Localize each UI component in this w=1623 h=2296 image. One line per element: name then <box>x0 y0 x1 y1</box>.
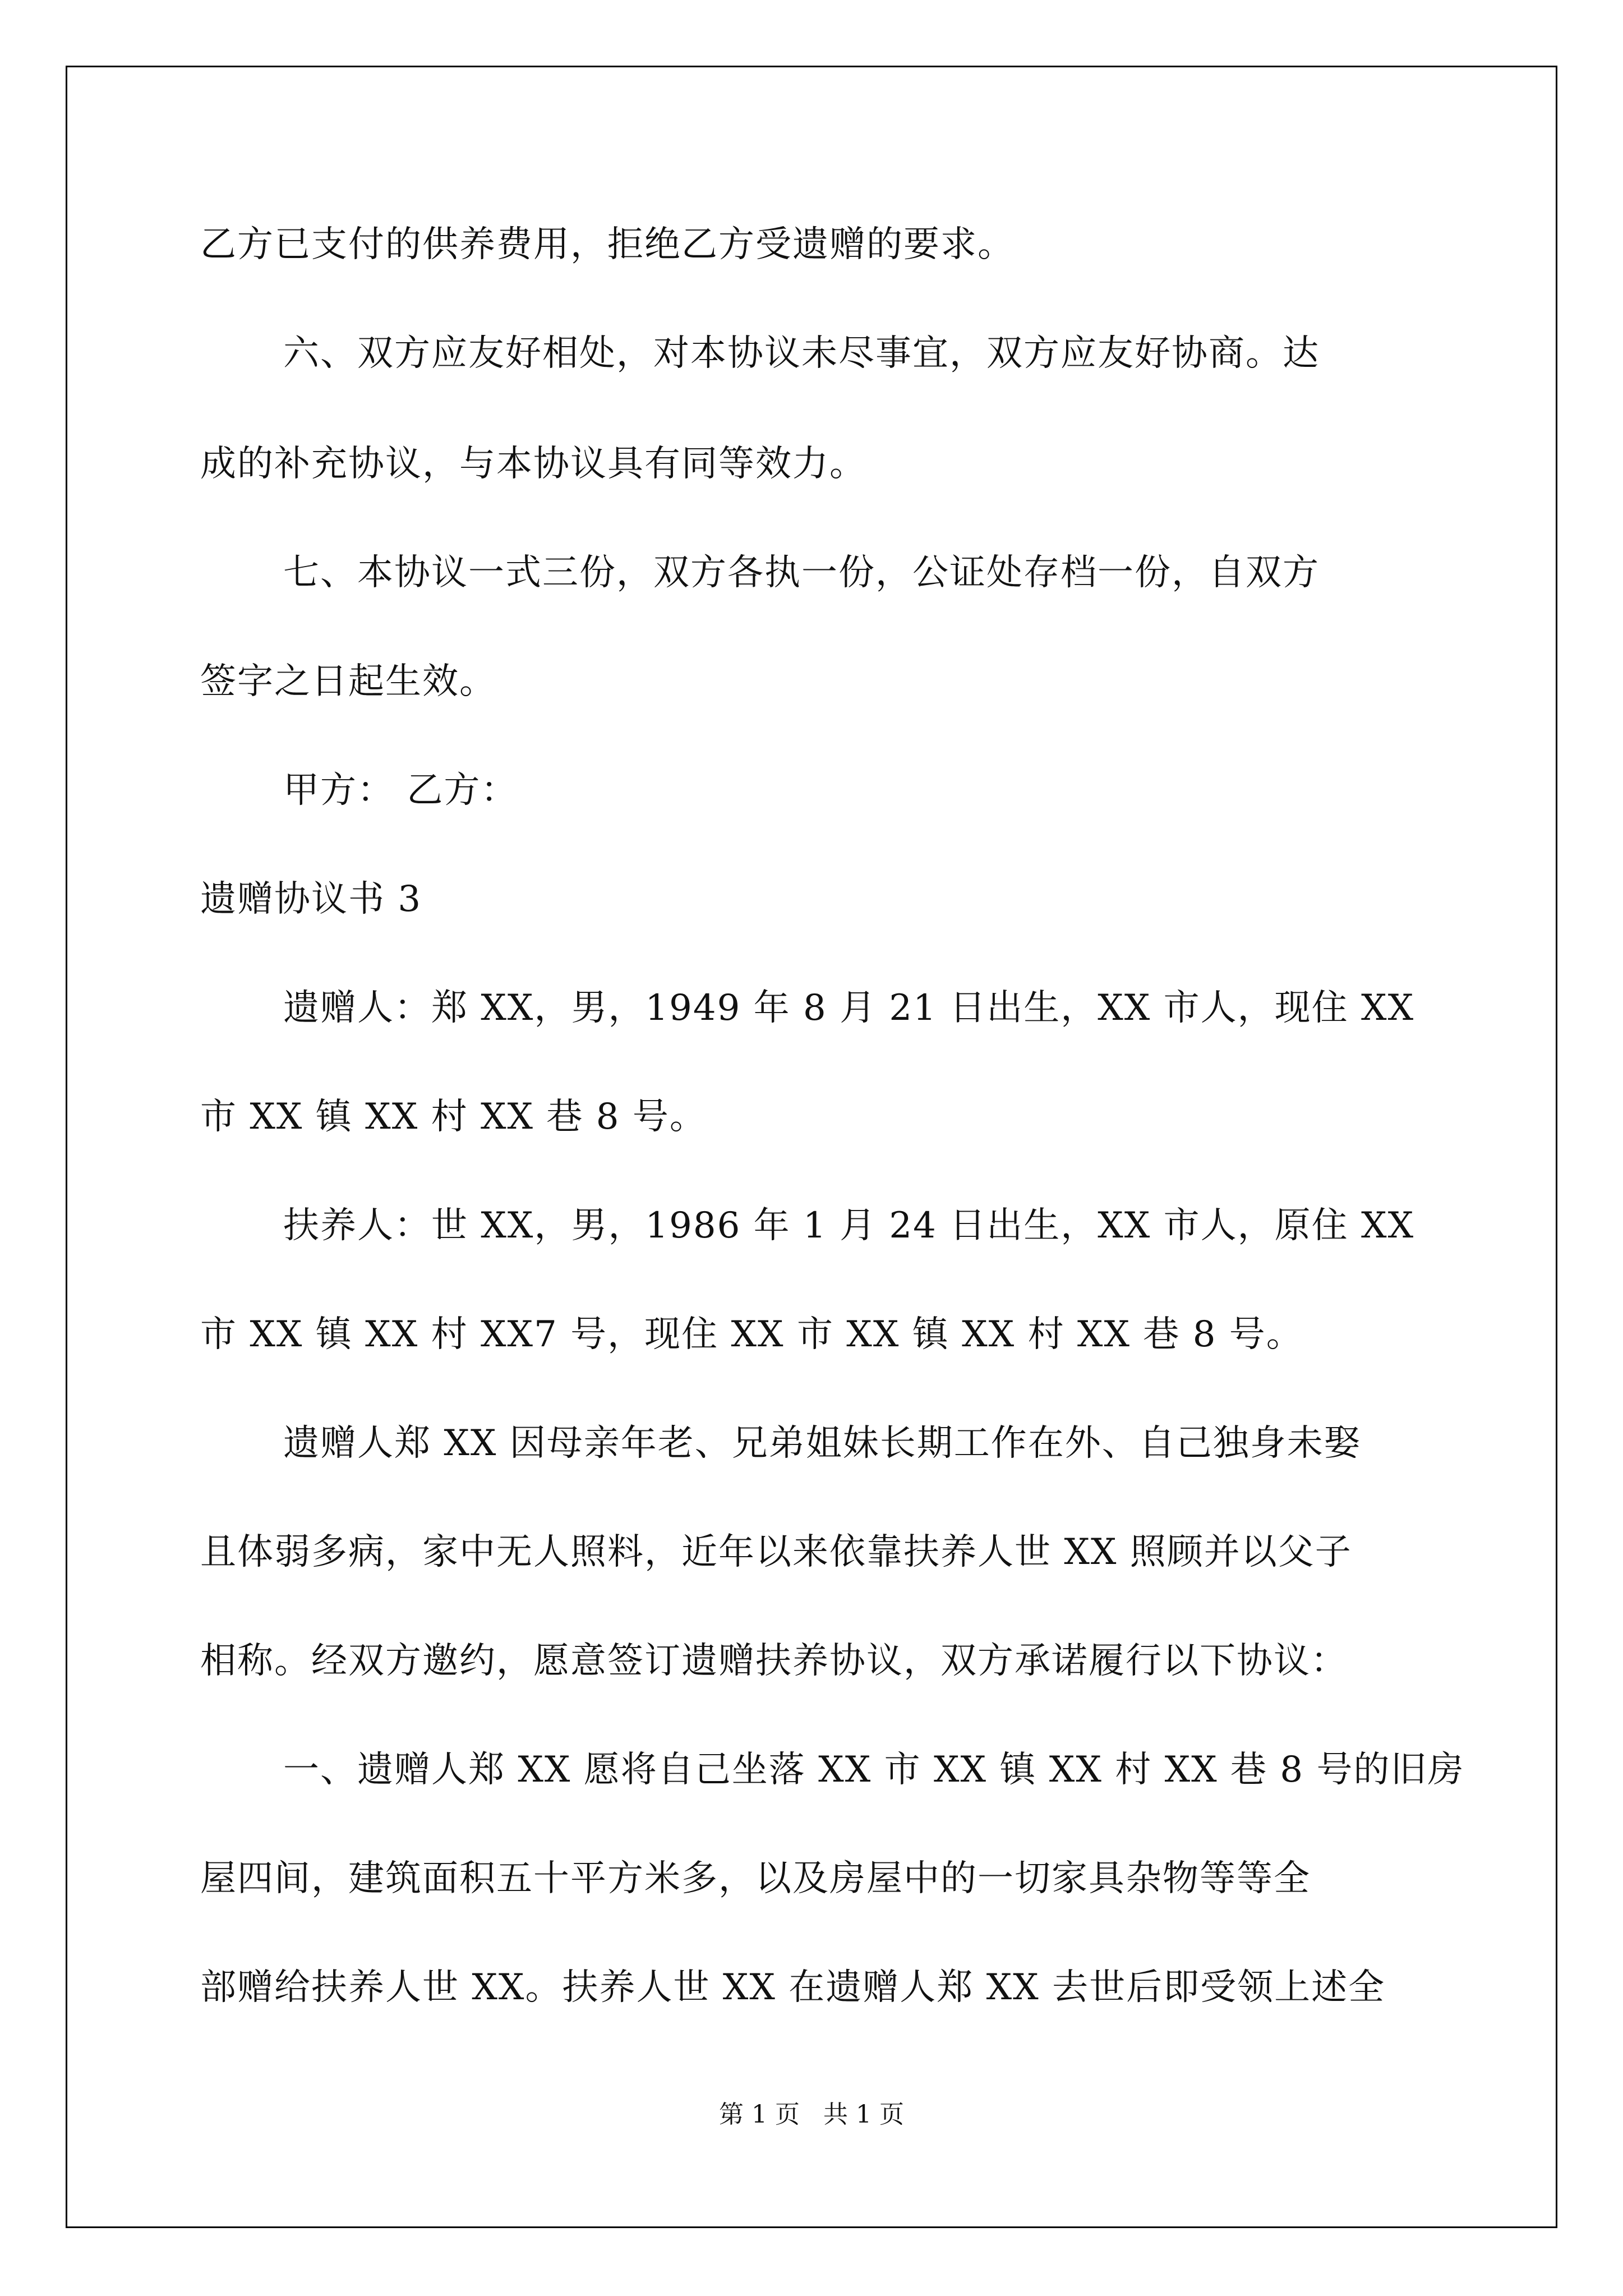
text-line: 六、双方应友好相处，对本协议未尽事宜，双方应友好协商。达 <box>283 333 1320 374</box>
text-line: 遗赠人郑 XX 因母亲年老、兄弟姐妹长期工作在外、自己独身未娶 <box>283 1423 1361 1464</box>
text-line: 签字之日起生效。 <box>200 661 496 702</box>
text-line: 扶养人：世 XX，男，1986 年 1 月 24 日出生，XX 市人，原住 XX <box>283 1205 1415 1246</box>
text-line: 乙方已支付的供养费用，拒绝乙方受遗赠的要求。 <box>200 224 1015 265</box>
text-line: 且体弱多病，家中无人照料，近年以来依靠扶养人世 XX 照顾并以父子 <box>200 1531 1352 1573</box>
text-line: 一、遗赠人郑 XX 愿将自己坐落 XX 市 XX 镇 XX 村 XX 巷 8 号的旧房 <box>283 1749 1465 1791</box>
page-footer: 第 1 页 共 1 页 <box>719 2100 904 2129</box>
signature-line: 甲方： 乙方： <box>283 770 518 811</box>
text-line: 部赠给扶养人世 XX。扶养人世 XX 在遗赠人郑 XX 去世后即受领上述全 <box>200 1967 1386 2008</box>
text-line: 遗赠人：郑 XX，男，1949 年 8 月 21 日出生，XX 市人，现住 XX <box>283 987 1415 1029</box>
text-line: 七、本协议一式三份，双方各执一份，公证处存档一份，自双方 <box>283 552 1320 593</box>
text-line: 相称。经双方邀约，愿意签订遗赠扶养协议，双方承诺履行以下协议： <box>200 1640 1348 1682</box>
text-line: 屋四间，建筑面积五十平方米多，以及房屋中的一切家具杂物等等全 <box>200 1858 1311 1899</box>
text-line: 成的补充协议，与本协议具有同等效力。 <box>200 443 866 485</box>
page-border <box>66 66 1557 2228</box>
text-line: 市 XX 镇 XX 村 XX7 号，现住 XX 市 XX 镇 XX 村 XX 巷 8 号。 <box>200 1314 1303 1355</box>
section-heading: 遗赠协议书 3 <box>200 878 422 920</box>
text-line: 市 XX 镇 XX 村 XX 巷 8 号。 <box>200 1096 707 1138</box>
